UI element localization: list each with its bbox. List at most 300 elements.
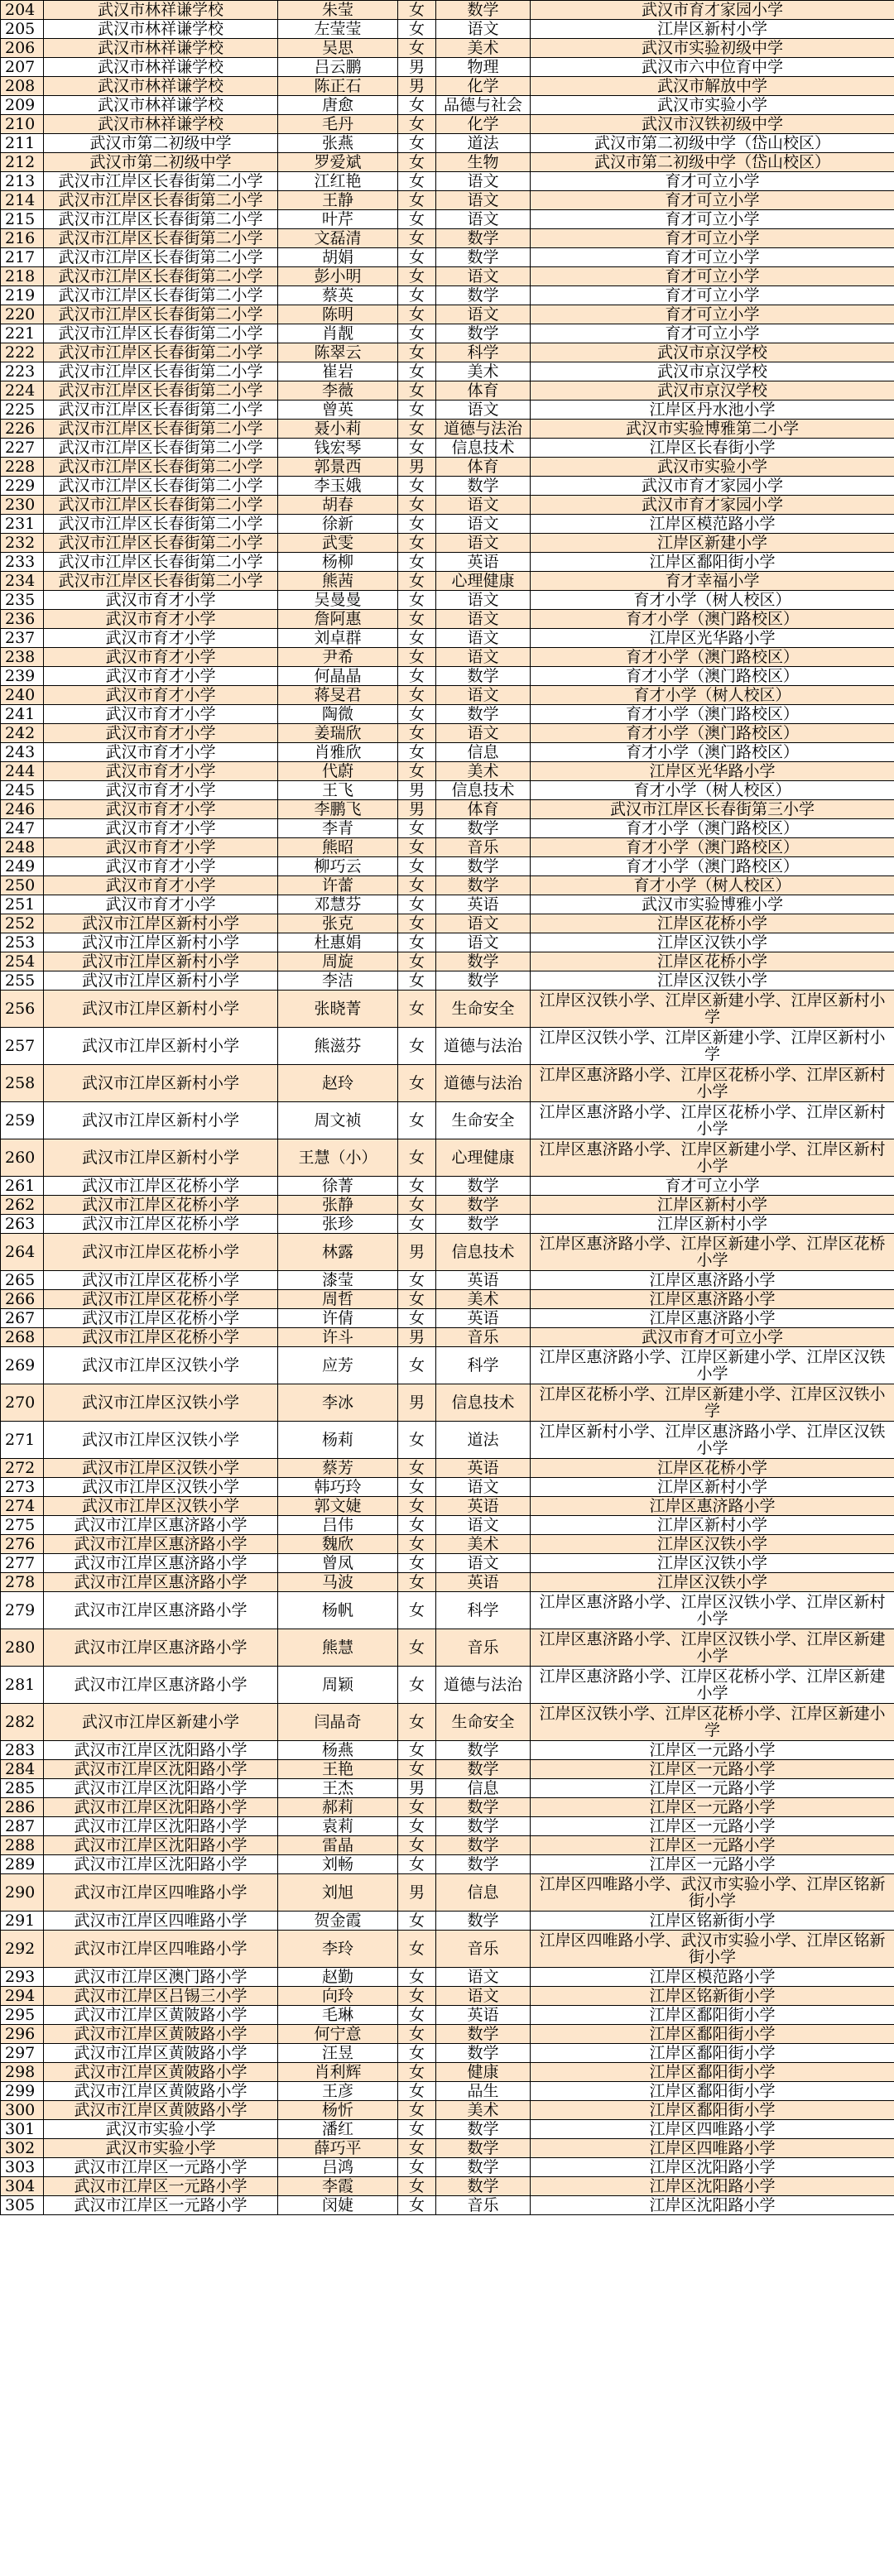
subject-cell: 语文 <box>436 1516 531 1535</box>
teacher-name-cell: 杨帆 <box>278 1592 398 1629</box>
home-school-cell: 武汉市江岸区长春街第二小学 <box>44 515 278 534</box>
subject-cell: 体育 <box>436 381 531 401</box>
home-school-cell: 武汉市江岸区汉铁小学 <box>44 1384 278 1422</box>
teacher-name-cell: 张珍 <box>278 1215 398 1234</box>
exchange-school-cell: 育才可立小学 <box>531 210 894 229</box>
subject-cell: 语文 <box>436 401 531 420</box>
row-number-cell: 265 <box>1 1271 44 1290</box>
subject-cell: 英语 <box>436 1309 531 1328</box>
subject-cell: 健康 <box>436 2063 531 2082</box>
exchange-school-cell: 江岸区一元路小学 <box>531 1836 894 1855</box>
subject-cell: 道德与法治 <box>436 1065 531 1102</box>
table-row <box>1 534 894 553</box>
row-number-cell: 294 <box>1 1987 44 2006</box>
teacher-name-cell: 崔岩 <box>278 362 398 381</box>
subject-cell: 数学 <box>436 286 531 305</box>
teacher-name-cell: 吴思 <box>278 39 398 58</box>
row-number-cell: 270 <box>1 1384 44 1422</box>
exchange-school-cell: 育才小学（树人校区） <box>531 591 894 610</box>
table-row <box>1 210 894 229</box>
gender-cell: 男 <box>398 1328 436 1347</box>
home-school-cell: 武汉市江岸区沈阳路小学 <box>44 1741 278 1760</box>
table-row <box>1 248 894 267</box>
table-row <box>1 458 894 477</box>
home-school-cell: 武汉市江岸区长春街第二小学 <box>44 248 278 267</box>
gender-cell: 女 <box>398 1968 436 1987</box>
gender-cell: 女 <box>398 1065 436 1102</box>
row-number-cell: 247 <box>1 819 44 838</box>
table-row <box>1 591 894 610</box>
table-row <box>1 1817 894 1836</box>
subject-cell: 美术 <box>436 39 531 58</box>
home-school-cell: 武汉市江岸区沈阳路小学 <box>44 1779 278 1798</box>
row-number-cell: 268 <box>1 1328 44 1347</box>
exchange-school-cell: 江岸区汉铁小学 <box>531 933 894 952</box>
home-school-cell: 武汉市江岸区长春街第二小学 <box>44 477 278 496</box>
row-number-cell: 248 <box>1 838 44 857</box>
home-school-cell: 武汉市育才小学 <box>44 762 278 781</box>
home-school-cell: 武汉市江岸区惠济路小学 <box>44 1573 278 1592</box>
subject-cell: 生命安全 <box>436 1704 531 1741</box>
row-number-cell: 252 <box>1 914 44 933</box>
gender-cell: 女 <box>398 553 436 572</box>
table-row <box>1 20 894 39</box>
table-row <box>1 819 894 838</box>
subject-cell: 信息技术 <box>436 781 531 800</box>
home-school-cell: 武汉市江岸区长春街第二小学 <box>44 229 278 248</box>
row-number-cell: 217 <box>1 248 44 267</box>
exchange-school-cell: 育才可立小学 <box>531 172 894 191</box>
exchange-school-cell: 江岸区惠济路小学、江岸区汉铁小学、江岸区新村小学 <box>531 1592 894 1629</box>
home-school-cell: 武汉市江岸区长春街第二小学 <box>44 172 278 191</box>
exchange-school-cell: 育才小学（澳门路校区） <box>531 648 894 667</box>
home-school-cell: 武汉市江岸区黄陂路小学 <box>44 2044 278 2063</box>
exchange-school-cell: 江岸区花桥小学 <box>531 952 894 971</box>
subject-cell: 语文 <box>436 305 531 324</box>
exchange-school-cell: 江岸区惠济路小学 <box>531 1271 894 1290</box>
table-row <box>1 971 894 991</box>
row-number-cell: 231 <box>1 515 44 534</box>
table-row <box>1 496 894 515</box>
table-row <box>1 2082 894 2101</box>
subject-cell: 语文 <box>436 267 531 286</box>
exchange-school-cell: 江岸区惠济路小学 <box>531 1497 894 1516</box>
table-row <box>1 1459 894 1478</box>
home-school-cell: 武汉市实验小学 <box>44 2139 278 2158</box>
home-school-cell: 武汉市林祥谦学校 <box>44 1 278 20</box>
teacher-name-cell: 许斗 <box>278 1328 398 1347</box>
exchange-school-cell: 江岸区一元路小学 <box>531 1798 894 1817</box>
exchange-school-cell: 武汉市第二初级中学（岱山校区） <box>531 134 894 153</box>
gender-cell: 女 <box>398 762 436 781</box>
subject-cell: 数学 <box>436 324 531 343</box>
subject-cell: 英语 <box>436 895 531 914</box>
subject-cell: 英语 <box>436 1271 531 1290</box>
home-school-cell: 武汉市江岸区惠济路小学 <box>44 1592 278 1629</box>
exchange-school-cell: 育才小学（澳门路校区） <box>531 724 894 743</box>
gender-cell: 女 <box>398 420 436 439</box>
teacher-name-cell: 李冰 <box>278 1384 398 1422</box>
teacher-name-cell: 王静 <box>278 191 398 210</box>
teacher-name-cell: 薛巧平 <box>278 2139 398 2158</box>
home-school-cell: 武汉市江岸区新村小学 <box>44 914 278 933</box>
exchange-school-cell: 江岸区汉铁小学、江岸区新建小学、江岸区新村小学 <box>531 991 894 1028</box>
home-school-cell: 武汉市育才小学 <box>44 648 278 667</box>
home-school-cell: 武汉市育才小学 <box>44 591 278 610</box>
gender-cell: 女 <box>398 1497 436 1516</box>
home-school-cell: 武汉市育才小学 <box>44 743 278 762</box>
table-row <box>1 2101 894 2120</box>
teacher-name-cell: 何宁意 <box>278 2025 398 2044</box>
table-row <box>1 1309 894 1328</box>
row-number-cell: 228 <box>1 458 44 477</box>
gender-cell: 女 <box>398 1139 436 1177</box>
teacher-name-cell: 詹阿惠 <box>278 610 398 629</box>
teacher-name-cell: 蔡芳 <box>278 1459 398 1478</box>
exchange-school-cell: 育才小学（澳门路校区） <box>531 743 894 762</box>
home-school-cell: 武汉市江岸区长春街第二小学 <box>44 381 278 401</box>
exchange-school-cell: 江岸区惠济路小学、江岸区花桥小学、江岸区新村小学 <box>531 1102 894 1139</box>
subject-cell: 语文 <box>436 210 531 229</box>
home-school-cell: 武汉市江岸区一元路小学 <box>44 2177 278 2196</box>
exchange-school-cell: 江岸区铭新街小学 <box>531 1987 894 2006</box>
exchange-school-cell: 武汉市育才家园小学 <box>531 496 894 515</box>
table-row <box>1 781 894 800</box>
row-number-cell: 266 <box>1 1290 44 1309</box>
gender-cell: 女 <box>398 1629 436 1667</box>
gender-cell: 女 <box>398 686 436 705</box>
home-school-cell: 武汉市江岸区汉铁小学 <box>44 1422 278 1459</box>
exchange-school-cell: 江岸区四唯路小学、武汉市实验小学、江岸区铭新街小学 <box>531 1931 894 1968</box>
subject-cell: 数学 <box>436 1836 531 1855</box>
gender-cell: 女 <box>398 1912 436 1931</box>
row-number-cell: 275 <box>1 1516 44 1535</box>
subject-cell: 美术 <box>436 1535 531 1554</box>
gender-cell: 女 <box>398 1422 436 1459</box>
table-row <box>1 610 894 629</box>
home-school-cell: 武汉市江岸区沈阳路小学 <box>44 1798 278 1817</box>
subject-cell: 语文 <box>436 534 531 553</box>
exchange-school-cell: 江岸区鄱阳街小学 <box>531 2006 894 2025</box>
exchange-school-cell: 江岸区铭新街小学 <box>531 1912 894 1931</box>
table-row <box>1 77 894 96</box>
home-school-cell: 武汉市江岸区四唯路小学 <box>44 1912 278 1931</box>
table-row <box>1 1554 894 1573</box>
row-number-cell: 272 <box>1 1459 44 1478</box>
row-number-cell: 261 <box>1 1177 44 1196</box>
home-school-cell: 武汉市江岸区长春街第二小学 <box>44 267 278 286</box>
table-row <box>1 1328 894 1347</box>
teacher-name-cell: 胡娟 <box>278 248 398 267</box>
subject-cell: 语文 <box>436 1987 531 2006</box>
row-number-cell: 281 <box>1 1667 44 1704</box>
table-row <box>1 1592 894 1629</box>
teacher-name-cell: 陈翠云 <box>278 343 398 362</box>
table-row <box>1 667 894 686</box>
gender-cell: 女 <box>398 343 436 362</box>
table-row <box>1 2063 894 2082</box>
home-school-cell: 武汉市江岸区花桥小学 <box>44 1271 278 1290</box>
subject-cell: 数学 <box>436 971 531 991</box>
gender-cell: 女 <box>398 1271 436 1290</box>
gender-cell: 女 <box>398 1855 436 1874</box>
teacher-name-cell: 左莹莹 <box>278 20 398 39</box>
teacher-name-cell: 应芳 <box>278 1347 398 1384</box>
subject-cell: 物理 <box>436 58 531 77</box>
row-number-cell: 297 <box>1 2044 44 2063</box>
subject-cell: 道德与法治 <box>436 420 531 439</box>
gender-cell: 女 <box>398 952 436 971</box>
subject-cell: 数学 <box>436 705 531 724</box>
row-number-cell: 223 <box>1 362 44 381</box>
home-school-cell: 武汉市江岸区长春街第二小学 <box>44 362 278 381</box>
row-number-cell: 291 <box>1 1912 44 1931</box>
teacher-name-cell: 魏欣 <box>278 1535 398 1554</box>
table-row <box>1 477 894 496</box>
teacher-name-cell: 陈明 <box>278 305 398 324</box>
teacher-name-cell: 周颖 <box>278 1667 398 1704</box>
gender-cell: 女 <box>398 2025 436 2044</box>
gender-cell: 女 <box>398 2177 436 2196</box>
row-number-cell: 211 <box>1 134 44 153</box>
teacher-name-cell: 漆莹 <box>278 1271 398 1290</box>
gender-cell: 女 <box>398 1028 436 1065</box>
row-number-cell: 239 <box>1 667 44 686</box>
table-row <box>1 286 894 305</box>
subject-cell: 心理健康 <box>436 572 531 591</box>
subject-cell: 信息 <box>436 1779 531 1798</box>
subject-cell: 道德与法治 <box>436 1667 531 1704</box>
home-school-cell: 武汉市江岸区惠济路小学 <box>44 1667 278 1704</box>
subject-cell: 数学 <box>436 1196 531 1215</box>
subject-cell: 生物 <box>436 153 531 172</box>
subject-cell: 道法 <box>436 1422 531 1459</box>
table-row <box>1 515 894 534</box>
exchange-school-cell: 江岸区四唯路小学 <box>531 2120 894 2139</box>
subject-cell: 美术 <box>436 1290 531 1309</box>
row-number-cell: 259 <box>1 1102 44 1139</box>
gender-cell: 女 <box>398 381 436 401</box>
home-school-cell: 武汉市江岸区汉铁小学 <box>44 1478 278 1497</box>
table-row <box>1 1874 894 1912</box>
teacher-name-cell: 杨燕 <box>278 1741 398 1760</box>
gender-cell: 女 <box>398 895 436 914</box>
row-number-cell: 284 <box>1 1760 44 1779</box>
gender-cell: 女 <box>398 629 436 648</box>
exchange-school-cell: 江岸区鄱阳街小学 <box>531 2025 894 2044</box>
teacher-name-cell: 杨柳 <box>278 553 398 572</box>
subject-cell: 音乐 <box>436 1931 531 1968</box>
row-number-cell: 237 <box>1 629 44 648</box>
home-school-cell: 武汉市育才小学 <box>44 705 278 724</box>
teacher-name-cell: 文磊清 <box>278 229 398 248</box>
table-row <box>1 1704 894 1741</box>
table-row <box>1 39 894 58</box>
teacher-name-cell: 李洁 <box>278 971 398 991</box>
row-number-cell: 276 <box>1 1535 44 1554</box>
home-school-cell: 武汉市江岸区新村小学 <box>44 991 278 1028</box>
exchange-school-cell: 江岸区惠济路小学 <box>531 1290 894 1309</box>
gender-cell: 女 <box>398 914 436 933</box>
exchange-school-cell: 江岸区沈阳路小学 <box>531 2177 894 2196</box>
table-row <box>1 1139 894 1177</box>
table-row <box>1 876 894 895</box>
table-row <box>1 1384 894 1422</box>
subject-cell: 语文 <box>436 914 531 933</box>
home-school-cell: 武汉市江岸区汉铁小学 <box>44 1459 278 1478</box>
home-school-cell: 武汉市江岸区长春街第二小学 <box>44 534 278 553</box>
table-row <box>1 58 894 77</box>
gender-cell: 男 <box>398 1874 436 1912</box>
row-number-cell: 273 <box>1 1478 44 1497</box>
teacher-name-cell: 邓慧芬 <box>278 895 398 914</box>
teacher-name-cell: 曾英 <box>278 401 398 420</box>
home-school-cell: 武汉市江岸区一元路小学 <box>44 2196 278 2215</box>
table-row <box>1 952 894 971</box>
row-number-cell: 304 <box>1 2177 44 2196</box>
exchange-school-cell: 江岸区新村小学 <box>531 1215 894 1234</box>
teacher-name-cell: 尹希 <box>278 648 398 667</box>
subject-cell: 数学 <box>436 1177 531 1196</box>
gender-cell: 女 <box>398 115 436 134</box>
table-row <box>1 439 894 458</box>
table-row <box>1 1931 894 1968</box>
table-row <box>1 134 894 153</box>
home-school-cell: 武汉市江岸区花桥小学 <box>44 1215 278 1234</box>
subject-cell: 英语 <box>436 1459 531 1478</box>
table-row <box>1 743 894 762</box>
row-number-cell: 222 <box>1 343 44 362</box>
gender-cell: 女 <box>398 1290 436 1309</box>
exchange-school-cell: 武汉市实验小学 <box>531 458 894 477</box>
teacher-name-cell: 张克 <box>278 914 398 933</box>
row-number-cell: 296 <box>1 2025 44 2044</box>
teacher-name-cell: 吕伟 <box>278 1516 398 1535</box>
exchange-school-cell: 江岸区惠济路小学、江岸区新建小学、江岸区花桥小学 <box>531 1234 894 1271</box>
exchange-school-cell: 江岸区汉铁小学 <box>531 1554 894 1573</box>
subject-cell: 数学 <box>436 952 531 971</box>
row-number-cell: 249 <box>1 857 44 876</box>
table-row <box>1 1912 894 1931</box>
subject-cell: 数学 <box>436 667 531 686</box>
table-row <box>1 381 894 401</box>
subject-cell: 数学 <box>436 1798 531 1817</box>
home-school-cell: 武汉市育才小学 <box>44 686 278 705</box>
table-row <box>1 1177 894 1196</box>
row-number-cell: 214 <box>1 191 44 210</box>
subject-cell: 语文 <box>436 591 531 610</box>
teacher-name-cell: 闵婕 <box>278 2196 398 2215</box>
row-number-cell: 206 <box>1 39 44 58</box>
home-school-cell: 武汉市江岸区沈阳路小学 <box>44 1836 278 1855</box>
home-school-cell: 武汉市育才小学 <box>44 819 278 838</box>
exchange-school-cell: 育才小学（澳门路校区） <box>531 838 894 857</box>
home-school-cell: 武汉市育才小学 <box>44 724 278 743</box>
teacher-name-cell: 周哲 <box>278 1290 398 1309</box>
gender-cell: 女 <box>398 1516 436 1535</box>
teacher-name-cell: 张燕 <box>278 134 398 153</box>
teacher-name-cell: 武雯 <box>278 534 398 553</box>
home-school-cell: 武汉市江岸区新建小学 <box>44 1704 278 1741</box>
row-number-cell: 224 <box>1 381 44 401</box>
gender-cell: 男 <box>398 458 436 477</box>
row-number-cell: 288 <box>1 1836 44 1855</box>
exchange-school-cell: 江岸区沈阳路小学 <box>531 2158 894 2177</box>
home-school-cell: 武汉市江岸区沈阳路小学 <box>44 1817 278 1836</box>
exchange-school-cell: 育才小学（澳门路校区） <box>531 705 894 724</box>
gender-cell: 女 <box>398 1798 436 1817</box>
exchange-school-cell: 江岸区鄱阳街小学 <box>531 2044 894 2063</box>
table-row <box>1 1497 894 1516</box>
exchange-school-cell: 育才幸福小学 <box>531 572 894 591</box>
gender-cell: 女 <box>398 2101 436 2120</box>
gender-cell: 女 <box>398 534 436 553</box>
exchange-school-cell: 江岸区汉铁小学 <box>531 971 894 991</box>
table-row <box>1 895 894 914</box>
teacher-name-cell: 徐新 <box>278 515 398 534</box>
home-school-cell: 武汉市江岸区惠济路小学 <box>44 1554 278 1573</box>
exchange-school-cell: 江岸区丹水池小学 <box>531 401 894 420</box>
exchange-school-cell: 江岸区光华路小学 <box>531 762 894 781</box>
row-number-cell: 282 <box>1 1704 44 1741</box>
teacher-name-cell: 雷晶 <box>278 1836 398 1855</box>
subject-cell: 科学 <box>436 1347 531 1384</box>
gender-cell: 女 <box>398 1836 436 1855</box>
home-school-cell: 武汉市江岸区长春街第二小学 <box>44 458 278 477</box>
subject-cell: 美术 <box>436 362 531 381</box>
gender-cell: 女 <box>398 134 436 153</box>
home-school-cell: 武汉市江岸区新村小学 <box>44 952 278 971</box>
table-row <box>1 572 894 591</box>
teacher-name-cell: 许倩 <box>278 1309 398 1328</box>
gender-cell: 女 <box>398 610 436 629</box>
table-row <box>1 305 894 324</box>
subject-cell: 音乐 <box>436 1328 531 1347</box>
gender-cell: 男 <box>398 1779 436 1798</box>
row-number-cell: 242 <box>1 724 44 743</box>
row-number-cell: 269 <box>1 1347 44 1384</box>
subject-cell: 语文 <box>436 724 531 743</box>
exchange-school-cell: 武汉市育才家园小学 <box>531 1 894 20</box>
teacher-name-cell: 周文祯 <box>278 1102 398 1139</box>
teacher-name-cell: 唐愈 <box>278 96 398 115</box>
home-school-cell: 武汉市江岸区黄陂路小学 <box>44 2025 278 2044</box>
gender-cell: 女 <box>398 2196 436 2215</box>
subject-cell: 品德与社会 <box>436 96 531 115</box>
table-body <box>1 1 894 2215</box>
home-school-cell: 武汉市江岸区花桥小学 <box>44 1177 278 1196</box>
gender-cell: 女 <box>398 153 436 172</box>
exchange-school-cell: 江岸区新村小学 <box>531 1516 894 1535</box>
gender-cell: 女 <box>398 2120 436 2139</box>
subject-cell: 英语 <box>436 2006 531 2025</box>
exchange-school-cell: 武汉市京汉学校 <box>531 343 894 362</box>
teacher-name-cell: 王彦 <box>278 2082 398 2101</box>
row-number-cell: 256 <box>1 991 44 1028</box>
exchange-school-cell: 江岸区惠济路小学、江岸区花桥小学、江岸区新建小学 <box>531 1667 894 1704</box>
table-row <box>1 933 894 952</box>
table-row <box>1 401 894 420</box>
gender-cell: 女 <box>398 1347 436 1384</box>
home-school-cell: 武汉市第二初级中学 <box>44 134 278 153</box>
exchange-school-cell: 育才可立小学 <box>531 248 894 267</box>
home-school-cell: 武汉市江岸区四唯路小学 <box>44 1931 278 1968</box>
gender-cell: 男 <box>398 800 436 819</box>
gender-cell: 男 <box>398 58 436 77</box>
table-row <box>1 1290 894 1309</box>
table-row <box>1 1836 894 1855</box>
row-number-cell: 298 <box>1 2063 44 2082</box>
